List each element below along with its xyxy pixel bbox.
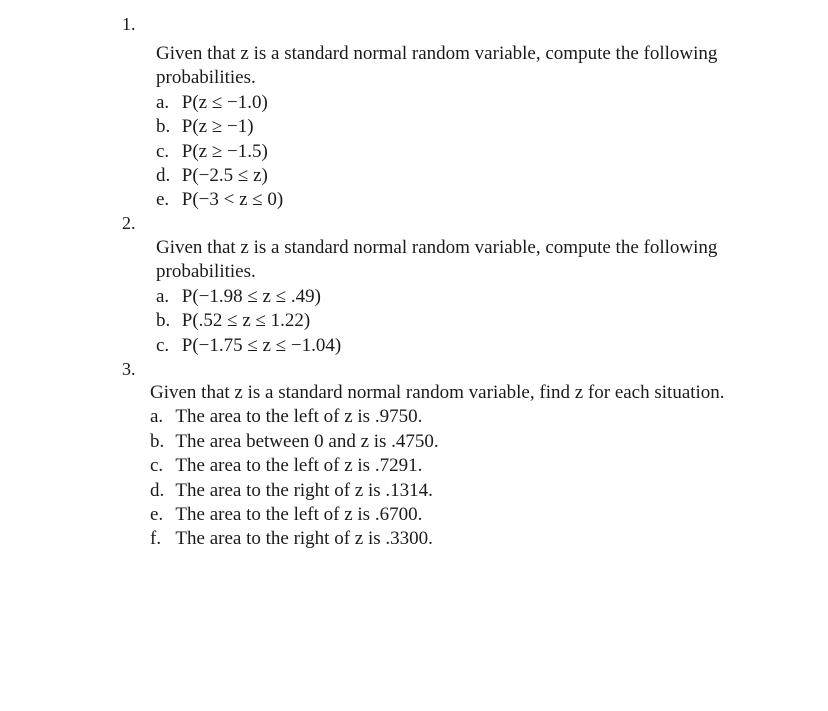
problem-3-item-a xyxy=(150,405,725,429)
problem-3-item-d xyxy=(150,479,725,503)
item-label: e. xyxy=(156,189,170,211)
problem-2-stem-line-2: probabilities. xyxy=(156,261,256,283)
problem-1-item-e xyxy=(156,188,717,212)
item-text: The area to the left of z is .9750. xyxy=(175,406,423,428)
item-label: d. xyxy=(156,165,171,187)
problem-3-item-b xyxy=(150,430,725,454)
problem-3-stem-line-1: Given that z is a standard normal random variable, find z for each situation. xyxy=(150,382,725,403)
item-label: a. xyxy=(150,406,164,428)
problem-3-item-c xyxy=(150,454,725,478)
problem-3-number: 3. xyxy=(122,359,136,379)
problem-2-item-c xyxy=(156,334,717,358)
problem-3-item-e xyxy=(150,503,725,527)
item-label: c. xyxy=(150,455,164,477)
item-text: The area to the left of z is .6700. xyxy=(175,504,423,526)
item-text: The area to the right of z is .1314. xyxy=(175,479,433,501)
item-text: P(z ≤ −1.0) xyxy=(181,91,268,113)
problem-1-stem-line-2: probabilities. xyxy=(156,67,256,89)
item-label: b. xyxy=(156,310,171,332)
problem-2-item-a xyxy=(156,285,717,309)
problem-2-number: 2. xyxy=(122,213,136,233)
item-label: b. xyxy=(150,430,165,452)
problem-1-number: 1. xyxy=(122,14,136,34)
problem-3 xyxy=(150,381,725,552)
item-text: P(z ≥ −1) xyxy=(181,116,254,138)
problem-3-item-f xyxy=(150,527,725,551)
item-label: f. xyxy=(150,528,162,550)
item-text: The area to the left of z is .7291. xyxy=(175,455,423,477)
problem-1-item-c xyxy=(156,140,717,164)
item-label: e. xyxy=(150,504,164,526)
item-label: c. xyxy=(156,140,170,162)
item-text: P(−1.98 ≤ z ≤ .49) xyxy=(181,285,321,307)
problem-1-item-b xyxy=(156,115,717,139)
problem-1-item-d xyxy=(156,164,717,188)
item-label: c. xyxy=(156,334,170,356)
item-label: d. xyxy=(150,479,165,501)
item-text: The area between 0 and z is .4750. xyxy=(175,430,439,452)
item-label: a. xyxy=(156,285,170,307)
problem-1 xyxy=(156,42,717,213)
problem-2-item-b xyxy=(156,309,717,333)
problem-2-stem-line-1: Given that z is a standard normal random variable, compute the following xyxy=(156,237,718,258)
item-text: P(−1.75 ≤ z ≤ −1.04) xyxy=(181,334,342,356)
problem-2 xyxy=(156,236,717,358)
item-text: P(−2.5 ≤ z) xyxy=(181,165,268,187)
problem-1-stem-line-1: Given that z is a standard normal random variable, compute the following xyxy=(156,43,718,64)
item-label: a. xyxy=(156,91,170,113)
item-text: P(.52 ≤ z ≤ 1.22) xyxy=(181,310,311,332)
problem-1-item-a xyxy=(156,91,717,115)
item-text: P(z ≥ −1.5) xyxy=(181,140,268,162)
item-label: b. xyxy=(156,116,171,138)
item-text: P(−3 < z ≤ 0) xyxy=(181,189,284,211)
item-text: The area to the right of z is .3300. xyxy=(175,528,433,550)
